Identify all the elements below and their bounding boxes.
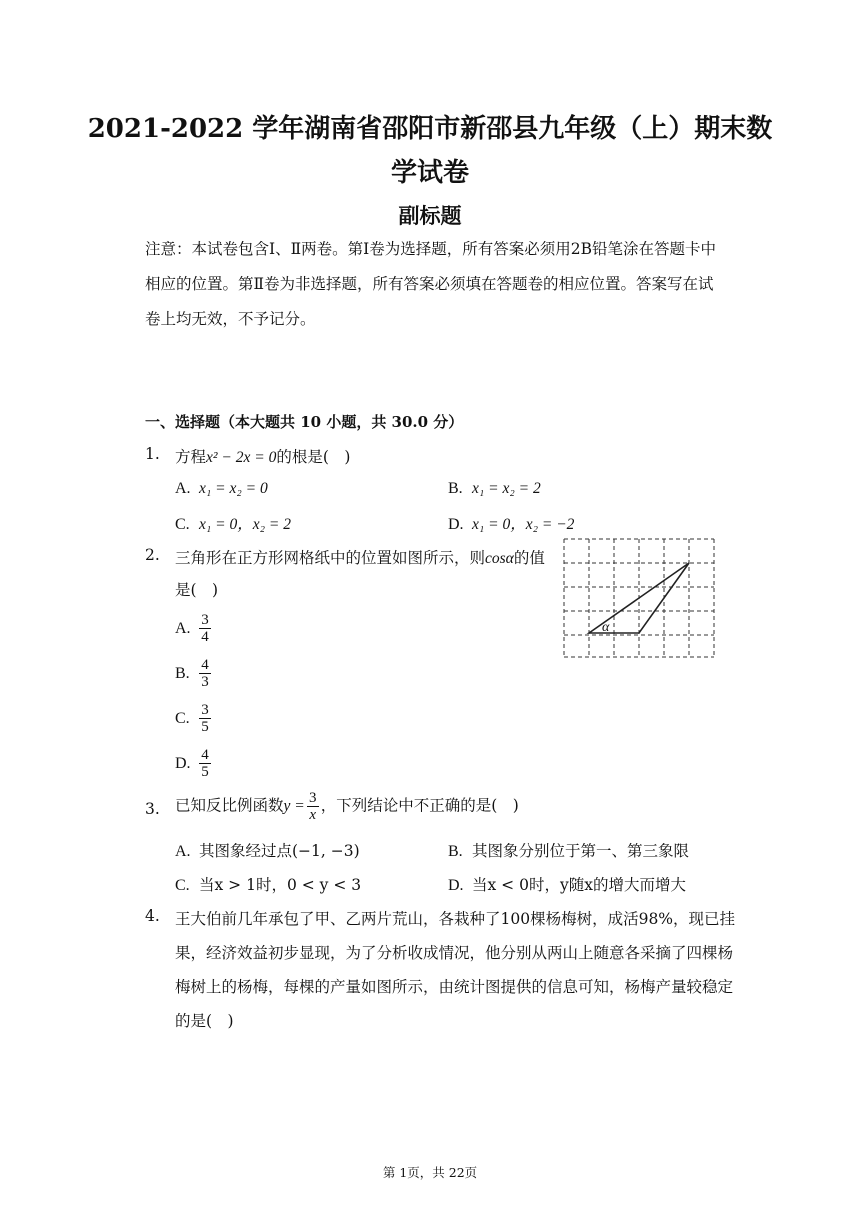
denominator: 4 — [201, 629, 209, 645]
option-label: B. — [448, 480, 463, 497]
page-footer: 第 1页，共 22页 — [382, 1165, 478, 1180]
question-2-pre: 三角形在正方形网格纸中的位置如图所示，则 — [175, 549, 486, 567]
option-label: C. — [175, 877, 190, 894]
denominator: 3 — [201, 674, 209, 690]
option-text: 其图象经过点(−1, −3) — [199, 842, 360, 860]
question-2-option-c[interactable] — [175, 702, 211, 735]
denominator: 5 — [201, 719, 209, 735]
option-label: A. — [175, 843, 191, 860]
question-1-option-b[interactable] — [448, 479, 541, 498]
question-2-number: 2. — [145, 546, 160, 564]
alpha-label: α — [602, 620, 610, 635]
denominator: x — [309, 807, 317, 823]
option-text: 其图象分别位于第一、第三象限 — [472, 842, 690, 860]
question-1-equation: x² − 2x = 0 — [206, 449, 277, 466]
option-label: B. — [448, 843, 463, 860]
question-2-cos: cosα — [485, 550, 514, 567]
question-1-option-c[interactable] — [175, 512, 291, 534]
option-text: 当x > 1时，0 < y < 3 — [199, 876, 362, 894]
question-2-text-line2: 是( ) — [175, 581, 219, 599]
numerator: 3 — [308, 790, 317, 806]
question-3-y: y = — [283, 797, 305, 815]
question-4-line-1: 王大伯前几年承包了甲、乙两片荒山，各栽种了100棵杨梅树，成活98%，现已挂 — [175, 910, 736, 928]
option-label: A. — [175, 480, 191, 497]
question-3-option-d[interactable] — [448, 873, 686, 895]
question-4-number: 4. — [145, 907, 160, 925]
option-label: D. — [448, 877, 464, 894]
question-4-line-4: 的是( ) — [175, 1012, 234, 1030]
question-1-text — [175, 445, 350, 467]
question-3-text — [175, 790, 519, 823]
question-1-number: 1. — [145, 445, 160, 463]
question-4-line-3: 梅树上的杨梅，每棵的产量如图所示，由统计图提供的信息可知，杨梅产量较稳定 — [175, 978, 734, 996]
section-heading: 一、选择题（本大题共 10 小题，共 30.0 分） — [145, 413, 464, 431]
fraction — [199, 702, 211, 735]
option-text: x₁ = 0，x₂ = 2 — [199, 516, 291, 533]
question-3-fraction — [307, 790, 319, 823]
option-label: C. — [175, 709, 190, 727]
subtitle: 副标题 — [398, 204, 462, 228]
question-3-post: ，下列结论中不正确的是( ) — [320, 796, 519, 815]
question-2-option-a[interactable] — [175, 612, 211, 645]
option-label: D. — [175, 754, 191, 772]
question-2-post: 的值 — [513, 549, 545, 567]
numerator: 4 — [201, 657, 209, 673]
option-text: x₁ = x₂ = 2 — [472, 480, 541, 497]
question-1-post: 的根是( ) — [276, 448, 351, 466]
question-4-line-2: 果，经济效益初步显现，为了分析收成情况，他分别从两山上随意各采摘了四棵杨 — [175, 944, 734, 962]
option-label: D. — [448, 516, 464, 533]
question-2-option-d[interactable] — [175, 747, 211, 780]
question-3-option-b[interactable] — [448, 839, 689, 861]
question-1-option-d[interactable] — [448, 512, 574, 534]
exam-notice: 注意：本试卷包含Ⅰ、Ⅱ两卷。第Ⅰ卷为选择题，所有答案必须用2B铅笔涂在答题卡中相应的位置。第Ⅱ卷为非选择题，所有答案必须填在答题卷的相应位置。答案写在试卷上均无效，不予记分。 — [145, 240, 717, 328]
question-2-option-b[interactable] — [175, 657, 211, 690]
numerator: 3 — [201, 702, 209, 718]
option-label: B. — [175, 664, 190, 682]
numerator: 3 — [201, 612, 209, 628]
option-label: C. — [175, 516, 190, 533]
option-text: x₁ = 0，x₂ = −2 — [472, 516, 575, 533]
question-3-pre: 已知反比例函数 — [175, 796, 284, 815]
question-3-number: 3. — [145, 800, 160, 818]
fraction — [199, 747, 211, 780]
option-label: A. — [175, 619, 191, 637]
fraction — [199, 612, 211, 645]
question-1-option-a[interactable] — [175, 479, 268, 498]
exam-title-line1: 2021-2022 学年湖南省邵阳市新邵县九年级（上）期末数 — [87, 114, 773, 144]
numerator: 4 — [201, 747, 209, 763]
question-2-text — [175, 546, 545, 568]
option-text: 当x < 0时，y随x的增大而增大 — [472, 876, 686, 894]
denominator: 5 — [201, 764, 209, 780]
exam-title-line2: 学试卷 — [390, 158, 469, 188]
grid-triangle-figure — [562, 537, 718, 659]
question-3-option-a[interactable] — [175, 839, 360, 861]
fraction — [199, 657, 211, 690]
question-3-option-c[interactable] — [175, 873, 361, 895]
option-text: x₁ = x₂ = 0 — [199, 480, 268, 497]
question-1-pre: 方程 — [175, 448, 207, 466]
